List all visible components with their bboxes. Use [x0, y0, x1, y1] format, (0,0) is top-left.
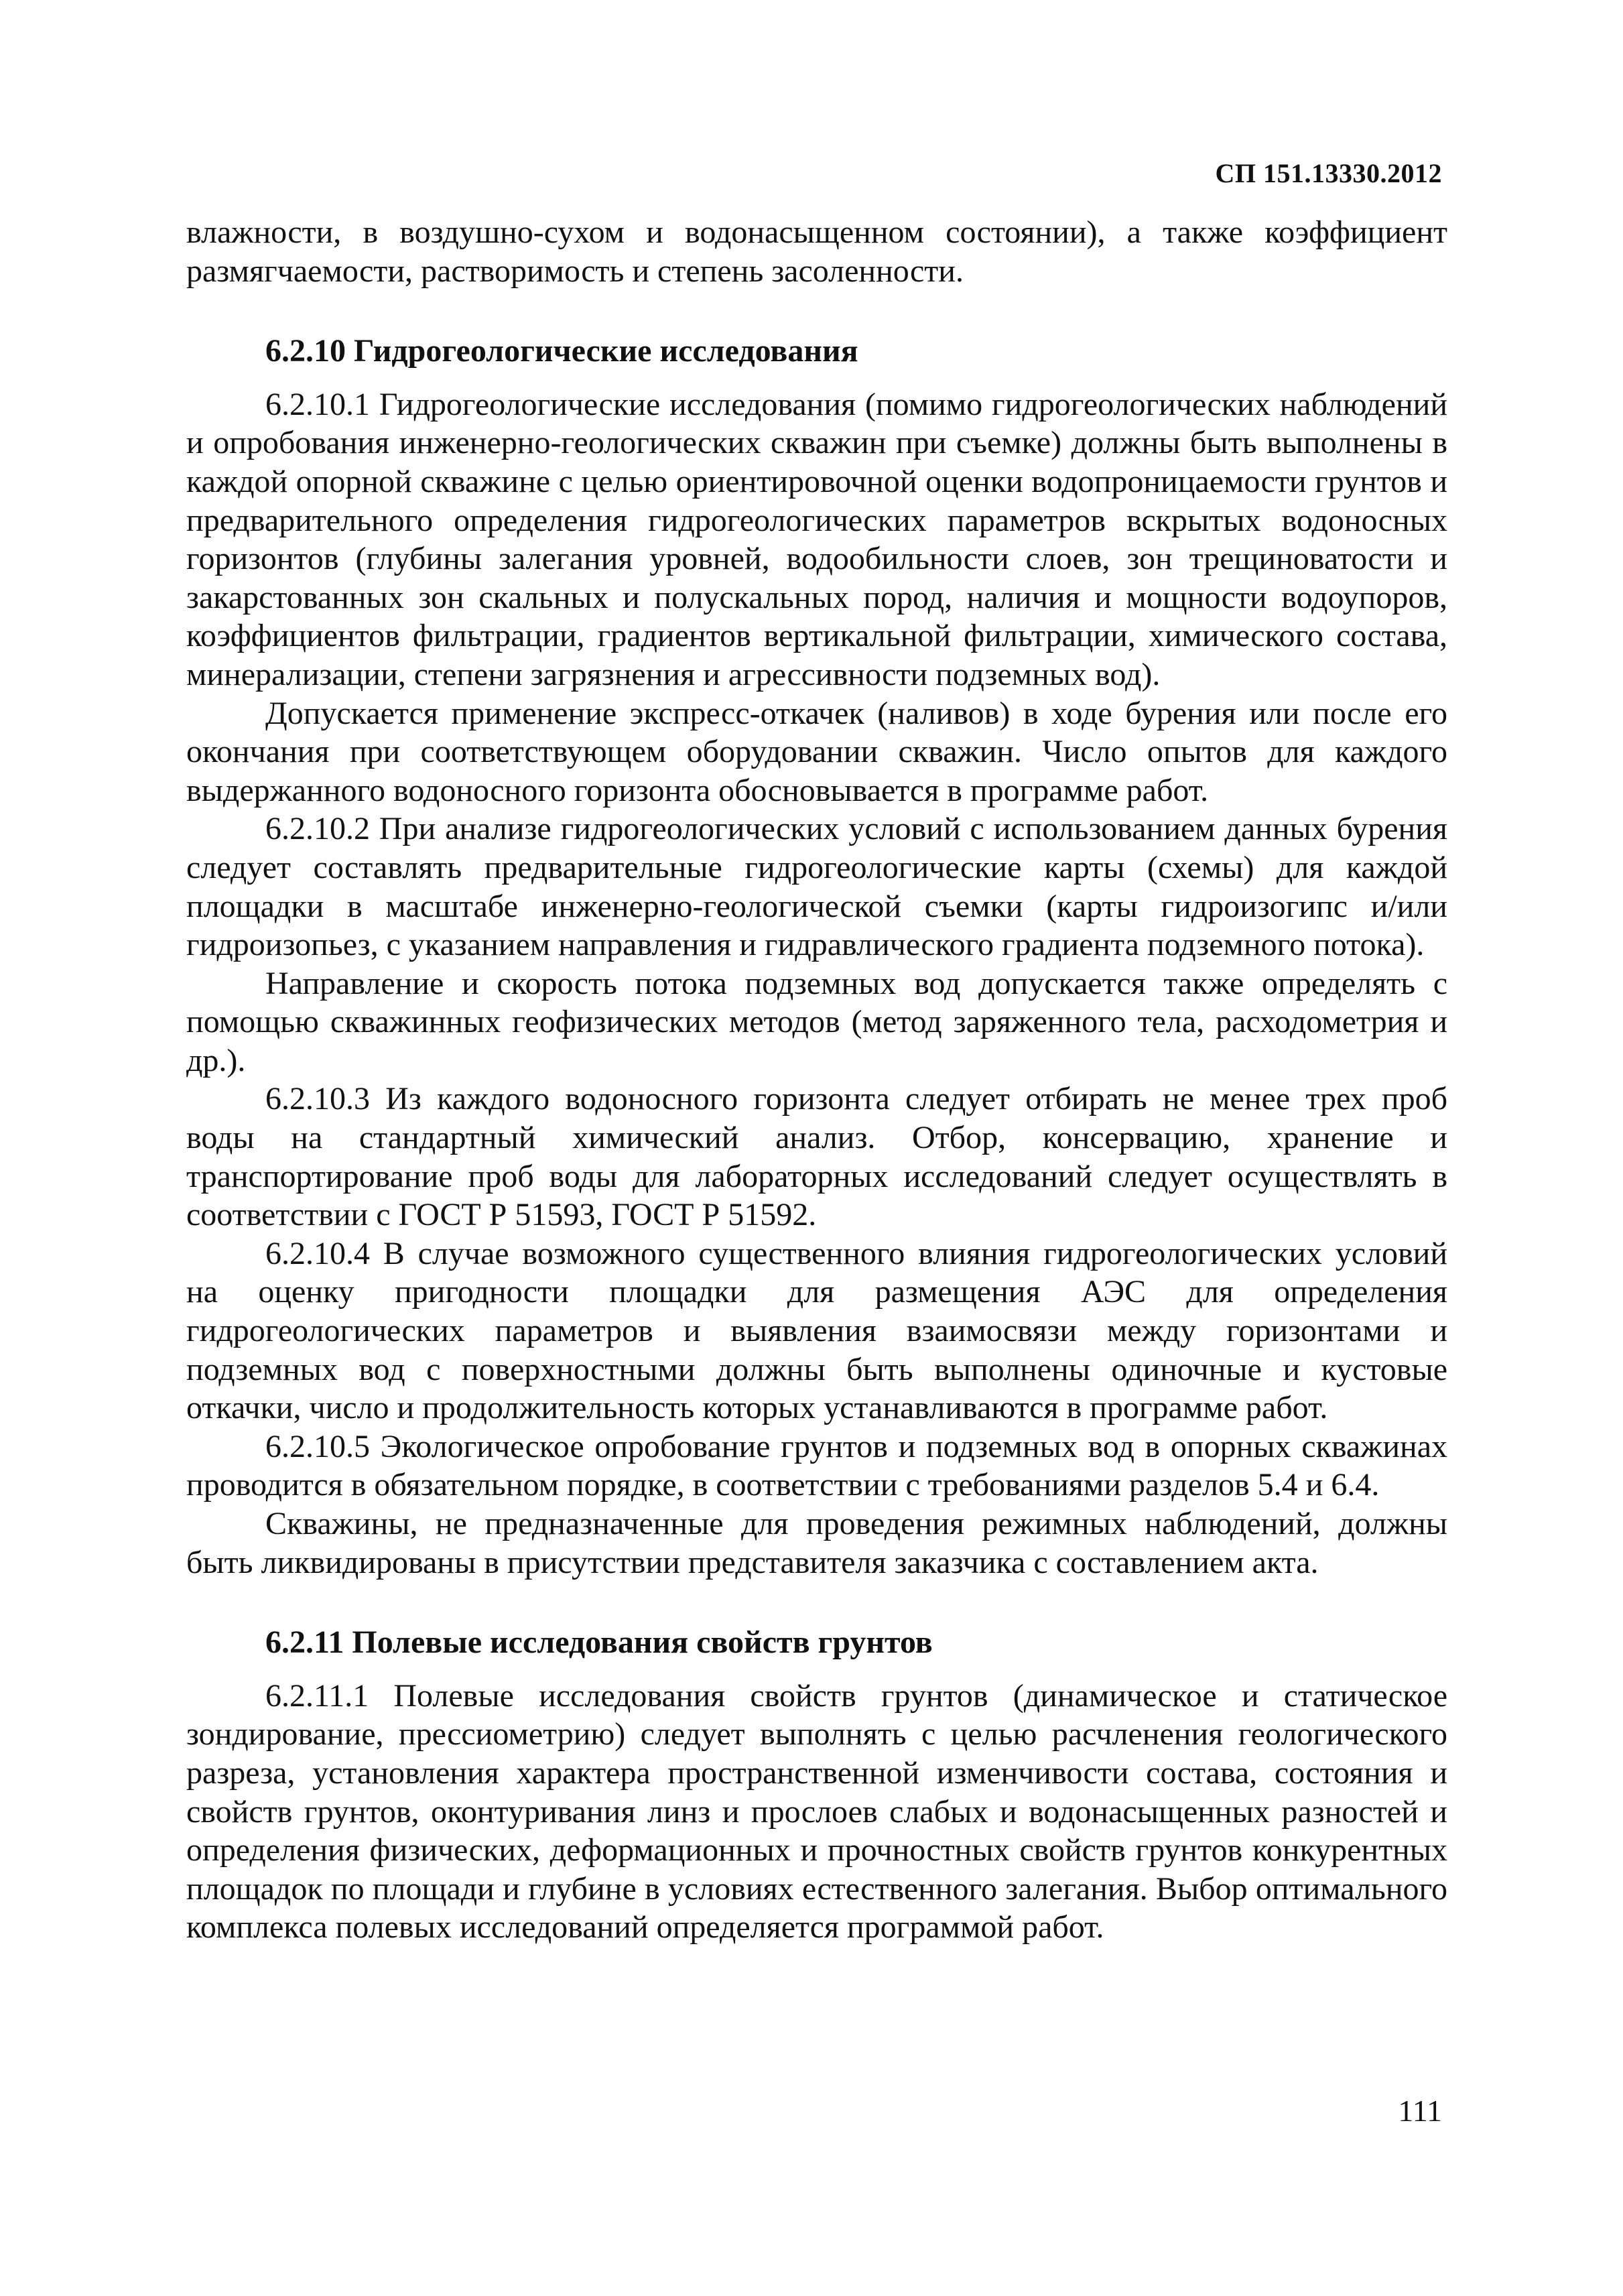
paragraph-6-2-10-5: 6.2.10.5 Экологическое опробование грунтов и подземных вод в опорных скважинах проводится в обязательном порядке, в соответствии с требованиями разделов 5.4 и 6.4. [186, 1428, 1447, 1503]
paragraph-continuation: влажности, в воздушно-сухом и водонасыщенном состоянии), а также коэффициент размягчаемости, растворимость и степень засоленности. [186, 214, 1447, 289]
document-body [186, 213, 1447, 1947]
page-number: 111 [1398, 2094, 1442, 2128]
paragraph-6-2-10-3: 6.2.10.3 Из каждого водоносного горизонта следует отбирать не менее трех проб воды на стандартный химический анализ. Отбор, консервацию, хранение и транспортирование проб воды для лабораторных исследований следует осуществлять в соответствии с ГОСТ Р 51593, ГОСТ Р 51592. [186, 1081, 1447, 1233]
section-heading-6-2-10: 6.2.10 Гидрогеологические исследования [265, 333, 858, 369]
section-heading-6-2-11: 6.2.11 Полевые исследования свойств грунтов [265, 1624, 933, 1661]
paragraph-6-2-10-1: 6.2.10.1 Гидрогеологические исследования (помимо гидрогеологических наблюдений и опробования инженерно-геологических скважин при съемке) должны быть выполнены в каждой опорной скважине с целью ориентировочной оценки водопроницаемости грунтов и предварительного определения гидрогеологических параметров вскрытых водоносных горизонтов (глубины залегания уровней, водообильности слоев, зон трещиноватости и закарстованных зон скальных и полускальных пород, наличия и мощности водоупоров, коэффициентов фильтрации, градиентов вертикальной фильтрации, химического состава, минерализации, степени загрязнения и агрессивности подземных вод). [186, 386, 1447, 692]
document-code-header: СП 151.13330.2012 [1215, 158, 1442, 188]
paragraph-wells-liquidation: Скважины, не предназначенные для проведения режимных наблюдений, должны быть ликвидированы в присутствии представителя заказчика с составлением акта. [186, 1506, 1447, 1580]
paragraph-6-2-10-4: 6.2.10.4 В случае возможного существенного влияния гидрогеологических условий на оценку пригодности площадки для размещения АЭС для определения гидрогеологических параметров и выявления взаимосвязи между горизонтами и подземных вод с поверхностными должны быть выполнены одиночные и кустовые откачки, число и продолжительность которых устанавливаются в программе работ. [186, 1235, 1447, 1426]
paragraph-6-2-11-1: 6.2.11.1 Полевые исследования свойств грунтов (динамическое и статическое зондирование, прессиометрию) следует выполнять с целью расчленения геологического разреза, установления характера пространственной изменчивости состава, состояния и свойств грунтов, оконтуривания линз и прослоев слабых и водонасыщенных разностей и определения физических, деформационных и прочностных свойств грунтов конкурентных площадок по площади и глубине в условиях естественного залегания. Выбор оптимального комплекса полевых исследований определяется программой работ. [186, 1677, 1447, 1946]
paragraph-express-pumping: Допускается применение экспресс-откачек (наливов) в ходе бурения или после его окончания при соответствующем оборудовании скважин. Число опытов для каждого выдержанного водоносного горизонта обосновывается в программе работ. [186, 695, 1447, 808]
paragraph-flow-direction: Направление и скорость потока подземных вод допускается также определять с помощью скважинных геофизических методов (метод заряженного тела, расходометрия и др.). [186, 965, 1447, 1078]
paragraph-6-2-10-2: 6.2.10.2 При анализе гидрогеологических условий с использованием данных бурения следует составлять предварительные гидрогеологические карты (схемы) для каждой площадки в масштабе инженерно-геологической съемки (карты гидроизогипс и/или гидроизопьез, с указанием направления и гидравлического градиента подземного потока). [186, 811, 1447, 963]
